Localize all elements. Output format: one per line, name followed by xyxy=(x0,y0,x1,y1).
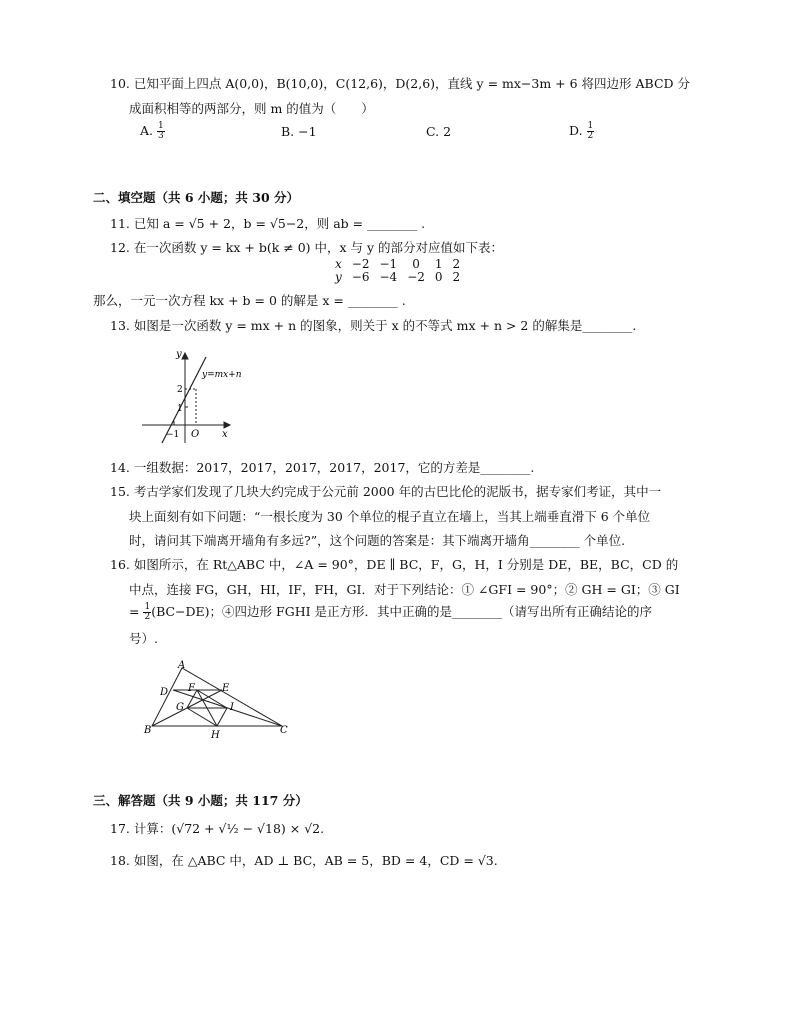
x-axis-label: x xyxy=(222,429,228,440)
q11-text: 11. 已知 a = √5 + 2，b = √5−2，则 ab = ________ . xyxy=(110,216,426,231)
q10-choice-d: D. $\frac{1}{2}$ xyxy=(569,121,594,141)
q16-triangle-figure xyxy=(140,660,300,740)
point-label: I xyxy=(230,702,234,713)
q10-choice-c: C. 2 xyxy=(426,124,452,139)
q10-line1: 10. 已知平面上四点 A(0,0)，B(10,0)，C(12,6)，D(2,6)，直线 y = mx−3m + 6 将四边形 ABCD 分 xyxy=(110,76,691,91)
table-cell: 0 xyxy=(412,257,420,271)
table-cell: 1 xyxy=(434,257,443,271)
point-label: A xyxy=(178,660,186,671)
tick-label: 1 xyxy=(177,404,183,414)
table-cell: 0 xyxy=(434,270,443,284)
point-label: H xyxy=(211,730,220,740)
q13-graph-figure xyxy=(140,345,250,445)
fraction: $\frac{1}{3}$ xyxy=(158,121,164,141)
value-table xyxy=(330,258,465,284)
q15-line1: 15. 考古学家们发现了几块大约完成于公元前 2000 年的古巴比伦的泥版书，据专家们考证，其中一 xyxy=(110,484,662,499)
table-cell: −4 xyxy=(379,270,398,284)
tick-label: −1 xyxy=(166,430,180,440)
q15-line3: 时，请问其下端离开墙角有多远?”，这个问题的答案是：其下端离开墙角________ 个单位. xyxy=(129,533,626,548)
fraction: $\frac{1}{2}$ xyxy=(587,121,594,141)
table-row xyxy=(330,271,465,284)
q17-text: 17. 计算：(√72 + √½ − √18) × √2. xyxy=(110,821,325,836)
fraction: $\frac{1}{2}$ xyxy=(144,602,151,622)
point-label: B xyxy=(144,725,152,736)
q14-text: 14. 一组数据：2017，2017，2017，2017，2017，它的方差是________. xyxy=(110,460,535,475)
table-header: y xyxy=(335,270,342,284)
q16-line2: 中点，连接 FG，GH，HI，IF，FH，GI．对于下列结论：① ∠GFI = 90°；② GH = GI；③ GI xyxy=(129,582,680,597)
q10-choice-b: B. −1 xyxy=(281,124,317,139)
q10-choice-a: A. $\frac{1}{3}$ xyxy=(140,121,164,141)
table-cell: −1 xyxy=(379,257,398,271)
point-label: C xyxy=(280,725,288,736)
q10-line2: 成面积相等的两部分，则 m 的值为（ ） xyxy=(129,101,374,116)
section-2-title: 二、填空题（共 6 小题；共 30 分） xyxy=(93,190,300,205)
q18-text: 18. 如图，在 △ABC 中，AD ⊥ BC，AB = 5，BD = 4，CD = √3. xyxy=(110,853,498,868)
table-row xyxy=(330,258,465,271)
q16-line1: 16. 如图所示，在 Rt△ABC 中，∠A = 90°，DE ∥ BC，F，G，H，I 分别是 DE，BE，BC，CD 的 xyxy=(110,557,679,572)
table-header: x xyxy=(335,257,342,271)
triangle-abc xyxy=(152,668,282,726)
y-axis-label: y xyxy=(176,349,182,360)
line-label: y=mx+n xyxy=(202,370,242,380)
q13-text: 13. 如图是一次函数 y = mx + n 的图象，则关于 x 的不等式 mx + n > 2 的解集是________. xyxy=(110,318,637,333)
section-3-title: 三、解答题（共 9 小题；共 117 分） xyxy=(93,793,308,808)
point-label: F xyxy=(188,683,195,694)
table-cell: 2 xyxy=(452,270,461,284)
q16-line4: 号）. xyxy=(129,631,158,646)
origin-label: O xyxy=(191,429,200,440)
point-label: D xyxy=(160,687,169,698)
y-axis-arrow-icon xyxy=(182,353,188,359)
table-cell: 2 xyxy=(452,257,461,271)
x-axis-arrow-icon xyxy=(224,422,230,428)
q12-line1: 12. 在一次函数 y = kx + b(k ≠ 0) 中，x 与 y 的部分对应值如下表： xyxy=(110,240,504,255)
table-cell: −2 xyxy=(351,257,370,271)
table-cell: −6 xyxy=(351,270,370,284)
table-cell: −2 xyxy=(407,270,425,284)
point-label: G xyxy=(176,702,184,713)
q15-line2: 块上面刻有如下问题：“一根长度为 30 个单位的棍子直立在墙上，当其上端垂直滑下 6 个单位 xyxy=(129,509,651,524)
tick-label: 2 xyxy=(177,385,183,395)
q16-line3: = $\frac{1}{2}$ (BC−DE)；④四边形 FGHI 是正方形．其中正确的是________（请写出所有正确结论的序 xyxy=(129,602,653,622)
point-label: E xyxy=(222,683,230,694)
q12-line2: 那么，一元一次方程 kx + b = 0 的解是 x = ________ . xyxy=(93,293,406,308)
